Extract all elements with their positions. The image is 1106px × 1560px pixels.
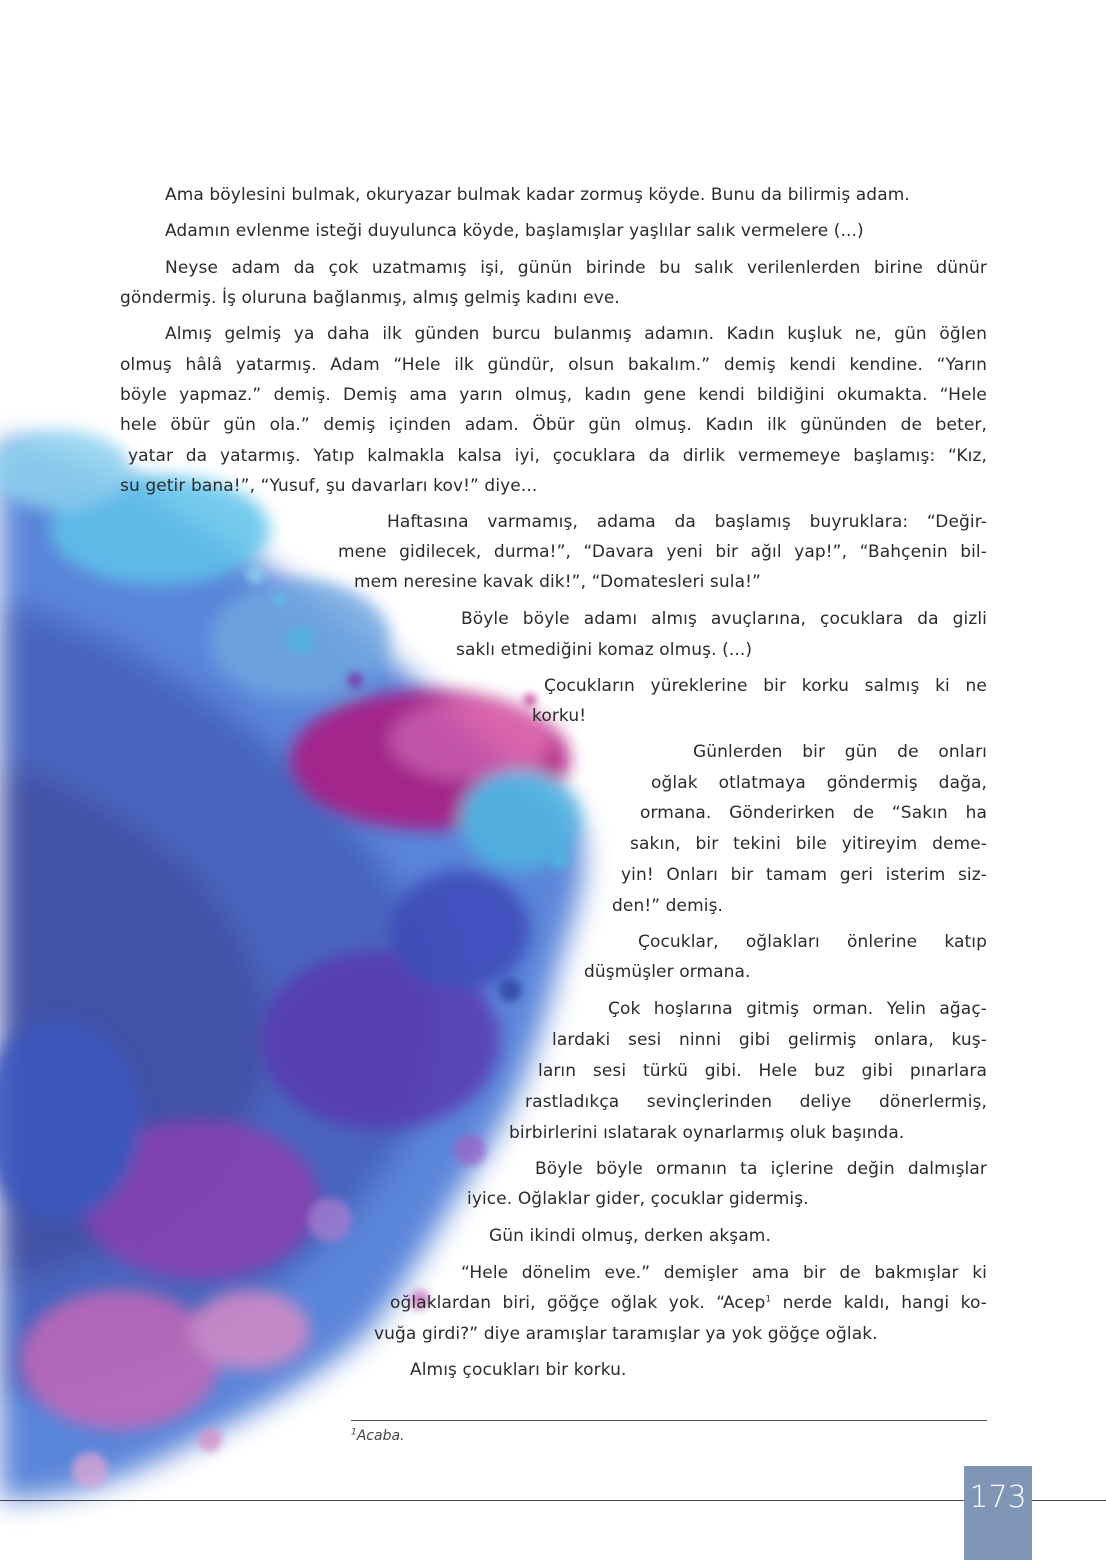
text-line: korku! [532, 706, 587, 726]
text-line: iyice. Oğlaklar gider, çocuklar gidermiş. [467, 1189, 809, 1209]
text-line: den!” demiş. [612, 896, 724, 916]
text-segment: oğlaklardan biri, göğçe oğlak yok. “Acep$^1$ nerde kaldı, hangi ko- [390, 1293, 988, 1313]
text-line: yin! Onları bir tamam geri isterim siz- [621, 865, 987, 885]
text-line: düşmüşler ormana. [584, 962, 751, 982]
text-line: rastladıkça sevinçlerinden deliye dönerlermiş, [525, 1092, 987, 1112]
text-line: böyle yapmaz.” demiş. Demiş ama yarın olmuş, kadın gene kendi bildiğini okumakta. “Hele [120, 385, 987, 405]
text-line: oğlak otlatmaya göndermiş dağa, [651, 773, 987, 793]
text-line [390, 1292, 987, 1314]
text-line: “Hele dönelim eve.” demişler ama bir de bakmışlar ki [461, 1263, 987, 1283]
text-line: Böyle böyle ormanın ta içlerine değin dalmışlar [535, 1159, 987, 1179]
text-line: ormana. Gönderirken de “Sakın ha [640, 803, 987, 823]
text-line: mem neresine kavak dik!”, “Domatesleri sula!” [354, 572, 761, 592]
text-line: Günlerden bir gün de onları [693, 742, 987, 762]
bottom-rule [0, 1500, 1106, 1501]
text-line: lardaki sesi ninni gibi gelirmiş onlara, kuş- [552, 1030, 987, 1050]
text-line: ların sesi türkü gibi. Hele buz gibi pınarlara [538, 1061, 987, 1081]
text-line: göndermiş. İş oluruna bağlanmış, almış gelmiş kadını eve. [120, 288, 620, 308]
text-line: birbirlerini ıslatarak oynarlarmış oluk başında. [509, 1123, 905, 1143]
text-line: hele öbür gün ola.” demiş içinden adam. Öbür gün olmuş. Kadın ilk gününden de beter, [120, 415, 987, 435]
text-line: yatar da yatarmış. Yatıp kalmakla kalsa iyi, çocuklara da dirlik vermemeye başlamış: “Kız, [128, 446, 987, 466]
text-line: Adamın evlenme isteği duyulunca köyde, başlamışlar yaşlılar salık vermelere (...) [165, 221, 864, 241]
text-line: Çocuklar, oğlakları önlerine katıp [638, 932, 987, 952]
footnote-text: Acaba. [356, 1428, 405, 1444]
text-line: Gün ikindi olmuş, derken akşam. [489, 1226, 771, 1246]
footnote-marker: 1 [351, 1427, 357, 1438]
text-line: Böyle böyle adamı almış avuçlarına, çocuklara da gizli [461, 609, 987, 629]
text-line: Ama böylesini bulmak, okuryazar bulmak kadar zormuş köyde. Bunu da bilirmiş adam. [165, 185, 910, 205]
text-line: olmuş hâlâ yatarmış. Adam “Hele ilk gündür, olsun bakalım.” demiş kendi kendine. “Yarın [120, 355, 987, 375]
footnote [351, 1428, 405, 1444]
text-line: mene gidilecek, durma!”, “Davara yeni bir ağıl yap!”, “Bahçenin bil- [338, 542, 987, 562]
text-line: sakın, bir tekini bile yitireyim deme- [630, 834, 987, 854]
text-line: Çok hoşlarına gitmiş orman. Yelin ağaç- [608, 999, 987, 1019]
text-line: Neyse adam da çok uzatmamış işi, günün birinde bu salık verilenlerden birine dünür [165, 258, 987, 278]
text-line: Haftasına varmamış, adama da başlamış buyruklara: “Değir- [387, 512, 987, 532]
footnote-reference: 1 [765, 1294, 772, 1305]
text-line: saklı etmediğini komaz olmuş. (...) [456, 640, 753, 660]
text-line: vuğa girdi?” diye aramışlar taramışlar ya yok göğçe oğlak. [374, 1324, 878, 1344]
footnote-divider [351, 1420, 987, 1421]
page-number: 173 [969, 1480, 1027, 1515]
text-line: Çocukların yüreklerine bir korku salmış ki ne [544, 676, 987, 696]
text-line: Almış gelmiş ya daha ilk günden burcu bulanmış adamın. Kadın kuşluk ne, gün öğlen [165, 324, 987, 344]
text-line: Almış çocukları bir korku. [410, 1360, 627, 1380]
text-line: su getir bana!”, “Yusuf, şu davarları kov!” diye... [120, 476, 538, 496]
